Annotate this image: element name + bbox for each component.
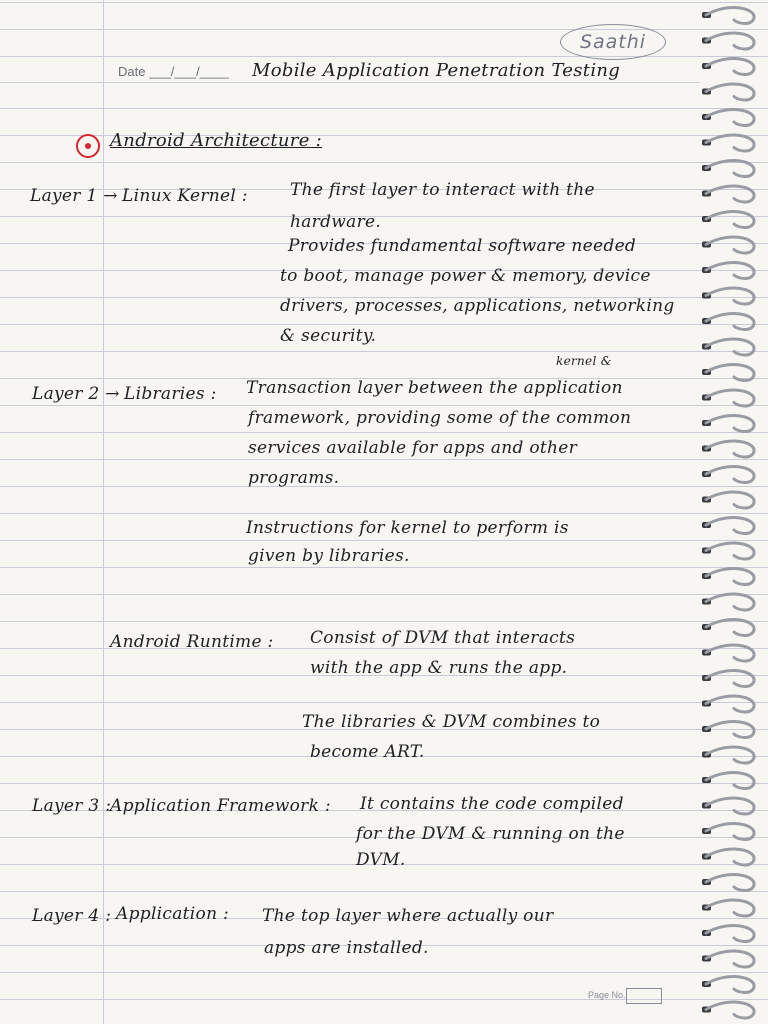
layer2-line: programs.	[248, 468, 340, 488]
layer3-line: DVM.	[356, 850, 406, 870]
spiral-coil	[706, 59, 754, 75]
spiral-coil	[706, 263, 754, 279]
spiral-coil	[706, 594, 754, 610]
spiral-coil	[706, 212, 754, 228]
spiral-coil	[706, 237, 754, 253]
spiral-coil	[706, 569, 754, 585]
spiral-coil	[706, 8, 754, 24]
spiral-coil	[706, 33, 754, 49]
page-number-box	[626, 988, 662, 1004]
spiral-coil	[706, 518, 754, 534]
layer1-label: Layer 1 →	[30, 186, 118, 206]
layer2-line: Instructions for kernel to perform is	[246, 518, 569, 538]
margin-line	[103, 0, 104, 1024]
spiral-coil	[706, 696, 754, 712]
layer2-name: Libraries :	[124, 384, 217, 404]
layer1-name: Linux Kernel :	[122, 186, 248, 206]
layer3-line: It contains the code compiled	[360, 794, 624, 814]
spiral-coil	[706, 339, 754, 355]
layer4-line: The top layer where actually our	[262, 906, 554, 926]
spiral-coil	[706, 441, 754, 457]
spiral-coil	[706, 620, 754, 636]
layer3-line: for the DVM & running on the	[356, 824, 625, 844]
spiral-coil	[706, 135, 754, 151]
date-label: Date ___/___/____	[118, 64, 229, 79]
spiral-coil	[706, 314, 754, 330]
runtime-line: become ART.	[310, 742, 425, 762]
spiral-coil	[706, 416, 754, 432]
page-title: Mobile Application Penetration Testing	[252, 60, 621, 81]
spiral-coil	[706, 467, 754, 483]
page-number-label: Page No.	[588, 990, 626, 1000]
spiral-coil	[706, 875, 754, 891]
layer1-line: drivers, processes, applications, networking	[280, 296, 675, 316]
spiral-coil	[706, 849, 754, 865]
runtime-line: Consist of DVM that interacts	[310, 628, 576, 648]
runtime-name: Android Runtime :	[110, 632, 274, 652]
spiral-coil	[706, 900, 754, 916]
bullet-icon	[76, 134, 100, 158]
spiral-coil	[706, 773, 754, 789]
layer4-label: Layer 4 :	[32, 906, 112, 926]
spiral-coil	[706, 365, 754, 381]
spiral-coil	[706, 671, 754, 687]
spiral-coil	[706, 722, 754, 738]
runtime-line: with the app & runs the app.	[310, 658, 568, 678]
layer2-line: services available for apps and other	[248, 438, 578, 458]
spiral-coil	[706, 926, 754, 942]
layer2-label: Layer 2 →	[32, 384, 120, 404]
runtime-line: The libraries & DVM combines to	[302, 712, 601, 732]
layer4-line: apps are installed.	[264, 938, 429, 958]
layer1-line: & security.	[280, 326, 377, 346]
spiral-coil	[706, 824, 754, 840]
layer2-insert: kernel &	[556, 354, 612, 368]
layer3-label: Layer 3 :	[32, 796, 112, 816]
section-heading: Android Architecture :	[110, 130, 323, 151]
spiral-coil	[706, 798, 754, 814]
spiral-coil	[706, 492, 754, 508]
spiral-coil	[706, 1002, 754, 1018]
spiral-coil	[706, 645, 754, 661]
spiral-coil	[706, 543, 754, 559]
brand-logo: Saathi	[560, 24, 666, 60]
spiral-coil	[706, 390, 754, 406]
spiral-coil	[706, 186, 754, 202]
spiral-coil	[706, 288, 754, 304]
spiral-coil	[706, 951, 754, 967]
spiral-coil	[706, 84, 754, 100]
spiral-coil	[706, 110, 754, 126]
layer1-line: The first layer to interact with the	[290, 180, 595, 200]
header-rule-lower	[0, 82, 700, 83]
layer1-line: to boot, manage power & memory, device	[280, 266, 651, 286]
layer1-line: hardware.	[290, 212, 382, 232]
layer2-line: framework, providing some of the common	[248, 408, 632, 428]
layer4-name: Application :	[116, 904, 230, 924]
layer3-name: Application Framework :	[110, 796, 331, 816]
layer1-line: Provides fundamental software needed	[288, 236, 637, 256]
spiral-coil	[706, 977, 754, 993]
layer2-line: given by libraries.	[248, 546, 410, 566]
spiral-coil	[706, 747, 754, 763]
spiral-coil	[706, 161, 754, 177]
spiral-binding	[698, 0, 768, 1024]
layer2-line: Transaction layer between the application	[246, 378, 623, 398]
